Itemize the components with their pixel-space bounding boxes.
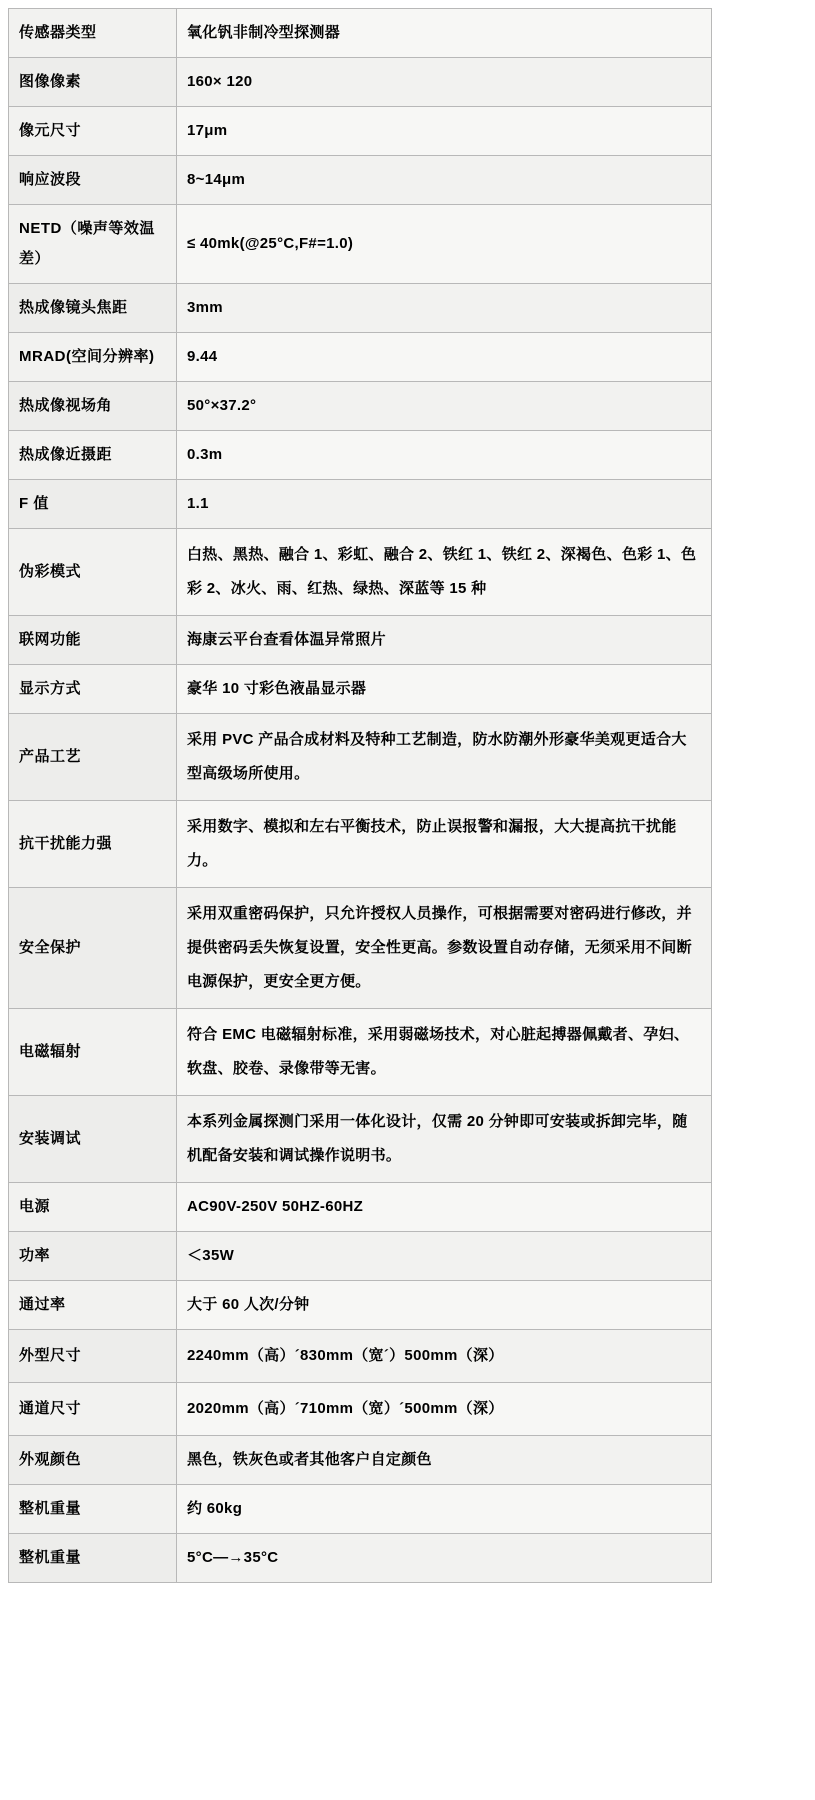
row-value: 2020mm（高）´710mm（宽）´500mm（深） xyxy=(177,1383,712,1436)
row-label: 热成像近摄距 xyxy=(9,431,177,480)
row-label: 像元尺寸 xyxy=(9,107,177,156)
row-label: 伪彩模式 xyxy=(9,529,177,616)
table-row xyxy=(9,9,712,58)
table-row xyxy=(9,1009,712,1096)
row-label: 抗干扰能力强 xyxy=(9,801,177,888)
row-label: 功率 xyxy=(9,1232,177,1281)
row-value: 5°C—→35°C xyxy=(177,1534,712,1583)
row-label: 图像像素 xyxy=(9,58,177,107)
row-value: 约 60kg xyxy=(177,1485,712,1534)
table-row xyxy=(9,714,712,801)
row-value: 采用 PVC 产品合成材料及特种工艺制造，防水防潮外形豪华美观更适合大型高级场所使用。 xyxy=(177,714,712,801)
row-label: 整机重量 xyxy=(9,1534,177,1583)
row-label: MRAD(空间分辨率) xyxy=(9,333,177,382)
row-label: 通过率 xyxy=(9,1281,177,1330)
table-row xyxy=(9,382,712,431)
row-value: ＜35W xyxy=(177,1232,712,1281)
table-row xyxy=(9,1485,712,1534)
table-row xyxy=(9,1232,712,1281)
row-value: 氧化钒非制冷型探测器 xyxy=(177,9,712,58)
table-row xyxy=(9,284,712,333)
table-row xyxy=(9,665,712,714)
row-label: 通道尺寸 xyxy=(9,1383,177,1436)
row-value: AC90V-250V 50HZ-60HZ xyxy=(177,1183,712,1232)
table-row xyxy=(9,205,712,284)
table-row xyxy=(9,1183,712,1232)
specification-table xyxy=(8,8,712,1583)
row-value: 采用数字、模拟和左右平衡技术，防止误报警和漏报，大大提高抗干扰能力。 xyxy=(177,801,712,888)
table-row xyxy=(9,529,712,616)
row-label: 联网功能 xyxy=(9,616,177,665)
row-label: 外型尺寸 xyxy=(9,1330,177,1383)
row-value: 白热、黑热、融合 1、彩虹、融合 2、铁红 1、铁红 2、深褐色、色彩 1、色彩 2、冰火、雨、红热、绿热、深蓝等 15 种 xyxy=(177,529,712,616)
row-value: 3mm xyxy=(177,284,712,333)
row-value: 8~14μm xyxy=(177,156,712,205)
row-value: 1.1 xyxy=(177,480,712,529)
row-label: 传感器类型 xyxy=(9,9,177,58)
row-value: 9.44 xyxy=(177,333,712,382)
row-label: NETD（噪声等效温差） xyxy=(9,205,177,284)
row-value: 2240mm（高）´830mm（宽´）500mm（深） xyxy=(177,1330,712,1383)
row-label: 热成像视场角 xyxy=(9,382,177,431)
row-value: 采用双重密码保护，只允许授权人员操作，可根据需要对密码进行修改，并提供密码丢失恢复设置，安全性更高。参数设置自动存储，无须采用不间断电源保护，更安全更方便。 xyxy=(177,888,712,1009)
table-row xyxy=(9,888,712,1009)
row-label: F 值 xyxy=(9,480,177,529)
table-row xyxy=(9,801,712,888)
row-value: 17μm xyxy=(177,107,712,156)
table-row xyxy=(9,58,712,107)
row-label: 热成像镜头焦距 xyxy=(9,284,177,333)
table-row xyxy=(9,1534,712,1583)
row-value: 160× 120 xyxy=(177,58,712,107)
row-value: 符合 EMC 电磁辐射标准，采用弱磁场技术，对心脏起搏器佩戴者、孕妇、软盘、胶卷、录像带等无害。 xyxy=(177,1009,712,1096)
row-label: 电源 xyxy=(9,1183,177,1232)
table-row xyxy=(9,1281,712,1330)
table-row xyxy=(9,1383,712,1436)
row-value: ≤ 40mk(@25°C,F#=1.0) xyxy=(177,205,712,284)
table-row xyxy=(9,616,712,665)
specification-table-body xyxy=(9,9,712,1583)
row-value: 0.3m xyxy=(177,431,712,480)
row-value: 大于 60 人次/分钟 xyxy=(177,1281,712,1330)
row-value: 50°×37.2° xyxy=(177,382,712,431)
row-label: 显示方式 xyxy=(9,665,177,714)
row-value: 豪华 10 寸彩色液晶显示器 xyxy=(177,665,712,714)
table-row xyxy=(9,1436,712,1485)
row-label: 安全保护 xyxy=(9,888,177,1009)
table-row xyxy=(9,1330,712,1383)
row-label: 产品工艺 xyxy=(9,714,177,801)
row-value: 黑色，铁灰色或者其他客户自定颜色 xyxy=(177,1436,712,1485)
table-row xyxy=(9,156,712,205)
table-row xyxy=(9,431,712,480)
row-value: 海康云平台查看体温异常照片 xyxy=(177,616,712,665)
table-row xyxy=(9,333,712,382)
row-label: 响应波段 xyxy=(9,156,177,205)
row-label: 安装调试 xyxy=(9,1096,177,1183)
row-label: 整机重量 xyxy=(9,1485,177,1534)
table-row xyxy=(9,480,712,529)
row-label: 电磁辐射 xyxy=(9,1009,177,1096)
row-value: 本系列金属探测门采用一体化设计，仅需 20 分钟即可安装或拆卸完毕，随机配备安装和调试操作说明书。 xyxy=(177,1096,712,1183)
row-label: 外观颜色 xyxy=(9,1436,177,1485)
table-row xyxy=(9,1096,712,1183)
table-row xyxy=(9,107,712,156)
